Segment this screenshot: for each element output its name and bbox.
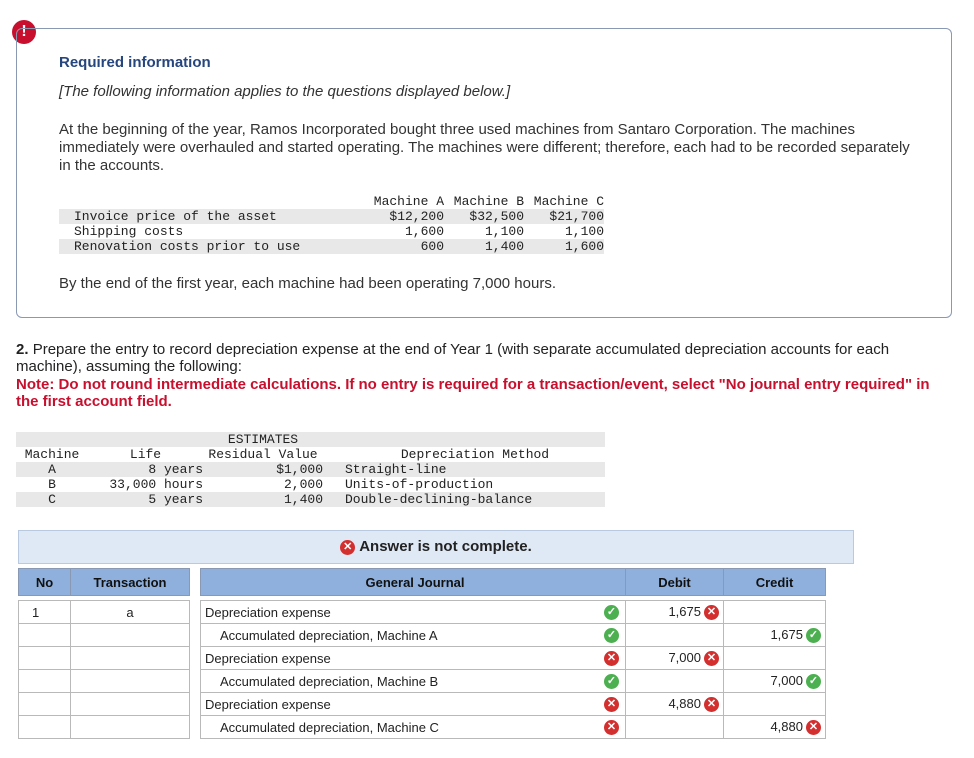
cost-row — [59, 209, 604, 224]
cost-value: 1,100 — [484, 224, 524, 239]
cost-value: 1,100 — [564, 224, 604, 239]
journal-row — [19, 693, 826, 716]
journal-account-name: Depreciation expense — [205, 604, 331, 620]
correct-check-icon: ✓ — [604, 605, 619, 620]
correct-check-icon: ✓ — [806, 674, 821, 689]
journal-transaction-cell[interactable] — [71, 670, 190, 693]
journal-transaction-cell[interactable] — [71, 693, 190, 716]
estimates-row — [16, 477, 605, 492]
estimates-row — [16, 462, 605, 477]
estimates-row — [16, 492, 605, 507]
estimates-life: 33,000 hours — [109, 477, 203, 492]
question-number: 2. — [16, 341, 29, 358]
journal-row — [19, 624, 826, 647]
journal-account-field[interactable] — [201, 647, 626, 670]
question-note: Note: Do not round intermediate calculations. If no entry is required for a transaction/event, select "No journal entry required" in the first account field. — [16, 376, 930, 410]
exclamation-icon: ! — [12, 20, 36, 44]
machine-cost-table — [59, 194, 604, 254]
journal-header-transaction: Transaction — [71, 569, 190, 596]
estimates-header-machine: Machine — [24, 447, 80, 462]
operating-hours-statement: By the end of the first year, each machine had been operating 7,000 hours. — [59, 275, 556, 292]
cost-row-label: Invoice price of the asset — [59, 209, 364, 224]
estimates-residual: $1,000 — [203, 462, 323, 477]
incorrect-icon: ✕ — [604, 651, 619, 666]
journal-account-name: Depreciation expense — [205, 696, 331, 712]
journal-debit-field[interactable] — [626, 693, 724, 716]
journal-transaction-cell[interactable] — [71, 624, 190, 647]
journal-credit-field[interactable] — [724, 693, 826, 716]
estimates-residual: 1,400 — [203, 492, 323, 507]
estimates-machine: A — [16, 462, 88, 477]
correct-check-icon: ✓ — [604, 628, 619, 643]
estimates-life: 8 years — [88, 462, 203, 477]
journal-account-name: Accumulated depreciation, Machine C — [220, 719, 439, 735]
journal-account-name: Accumulated depreciation, Machine A — [220, 627, 438, 643]
cost-value: $32,500 — [444, 209, 524, 224]
cost-value: 1,600 — [404, 224, 444, 239]
journal-debit-field[interactable] — [626, 716, 724, 739]
estimates-header-method: Depreciation Method — [400, 447, 550, 462]
journal-account-field[interactable] — [201, 601, 626, 624]
estimates-method: Units-of-production — [345, 477, 494, 492]
journal-transaction-cell[interactable] — [71, 647, 190, 670]
journal-row — [19, 647, 826, 670]
estimates-group-header: ESTIMATES — [203, 432, 323, 447]
question-body: Prepare the entry to record depreciation expense at the end of Year 1 (with separate accumulated depreciation accounts for each machine), assuming the following: — [16, 341, 890, 375]
incorrect-icon: ✕ — [604, 720, 619, 735]
journal-debit-value: 4,880 — [668, 695, 701, 711]
required-information-title: Required information — [59, 54, 211, 71]
journal-account-field[interactable] — [201, 716, 626, 739]
journal-no-cell[interactable] — [19, 624, 71, 647]
journal-account-field[interactable] — [201, 693, 626, 716]
journal-account-name: Accumulated depreciation, Machine B — [220, 673, 439, 689]
journal-account-field[interactable] — [201, 670, 626, 693]
cost-header: Machine C — [524, 194, 604, 209]
estimates-machine: B — [48, 477, 56, 492]
journal-header-general-journal: General Journal — [201, 569, 626, 596]
estimates-method: Straight-line — [323, 462, 605, 477]
journal-header-credit: Credit — [724, 569, 826, 596]
answer-status-text: Answer is not complete. — [359, 538, 532, 555]
journal-header-debit: Debit — [626, 569, 724, 596]
journal-debit-field[interactable] — [626, 601, 724, 624]
incorrect-icon: ✕ — [340, 540, 355, 555]
estimates-method: Double-declining-balance — [323, 492, 605, 507]
journal-no-cell[interactable] — [19, 693, 71, 716]
incorrect-icon: ✕ — [704, 605, 719, 620]
cost-row — [59, 239, 604, 254]
journal-account-name: Depreciation expense — [205, 650, 331, 666]
journal-debit-value: 7,000 — [668, 649, 701, 665]
incorrect-icon: ✕ — [604, 697, 619, 712]
journal-credit-value: 4,880 — [770, 718, 803, 734]
journal-row — [19, 670, 826, 693]
estimates-header-life: Life — [129, 447, 162, 462]
journal-no-cell[interactable] — [19, 670, 71, 693]
journal-no-cell[interactable]: 1 — [19, 601, 71, 624]
journal-row — [19, 601, 826, 624]
estimates-header-residual: Residual Value — [208, 447, 318, 462]
cost-header: Machine A — [364, 194, 444, 209]
cost-header: Machine B — [444, 194, 524, 209]
journal-credit-field[interactable] — [724, 624, 826, 647]
journal-credit-field[interactable] — [724, 670, 826, 693]
journal-transaction-cell[interactable]: a — [71, 601, 190, 624]
cost-value: 600 — [364, 239, 444, 254]
answer-status-banner — [18, 530, 854, 564]
journal-credit-field[interactable] — [724, 716, 826, 739]
journal-debit-field[interactable] — [626, 670, 724, 693]
journal-credit-value: 1,675 — [770, 626, 803, 642]
incorrect-icon: ✕ — [806, 720, 821, 735]
required-information-subtitle: [The following information applies to the questions displayed below.] — [59, 83, 511, 100]
journal-no-cell[interactable] — [19, 647, 71, 670]
journal-transaction-cell[interactable] — [71, 716, 190, 739]
general-journal-table — [18, 568, 826, 739]
cost-value: $12,200 — [364, 209, 444, 224]
incorrect-icon: ✕ — [704, 651, 719, 666]
cost-row — [59, 224, 604, 239]
journal-no-cell[interactable] — [19, 716, 71, 739]
question-text — [16, 341, 946, 375]
journal-credit-field[interactable] — [724, 601, 826, 624]
journal-debit-value: 1,675 — [668, 603, 701, 619]
journal-row — [19, 716, 826, 739]
journal-header-no: No — [19, 569, 71, 596]
journal-account-field[interactable] — [201, 624, 626, 647]
correct-check-icon: ✓ — [604, 674, 619, 689]
estimates-residual: 2,000 — [283, 477, 323, 492]
cost-row-label: Renovation costs prior to use — [59, 239, 364, 254]
estimates-life: 5 years — [88, 492, 203, 507]
journal-credit-field[interactable] — [724, 647, 826, 670]
estimates-machine: C — [16, 492, 88, 507]
correct-check-icon: ✓ — [806, 628, 821, 643]
cost-value: 1,600 — [524, 239, 604, 254]
journal-debit-field[interactable] — [626, 624, 724, 647]
incorrect-icon: ✕ — [704, 697, 719, 712]
estimates-table — [16, 432, 605, 507]
cost-value: $21,700 — [524, 209, 604, 224]
problem-intro: At the beginning of the year, Ramos Incorporated bought three used machines from Santaro Corporation. The machines immediately were overhauled and started operating. The machines were different; therefore, each had to be recorded separately in the accounts. — [59, 121, 910, 174]
cost-row-label: Shipping costs — [74, 224, 184, 239]
journal-credit-value: 7,000 — [770, 672, 803, 688]
cost-value: 1,400 — [444, 239, 524, 254]
journal-debit-field[interactable] — [626, 647, 724, 670]
